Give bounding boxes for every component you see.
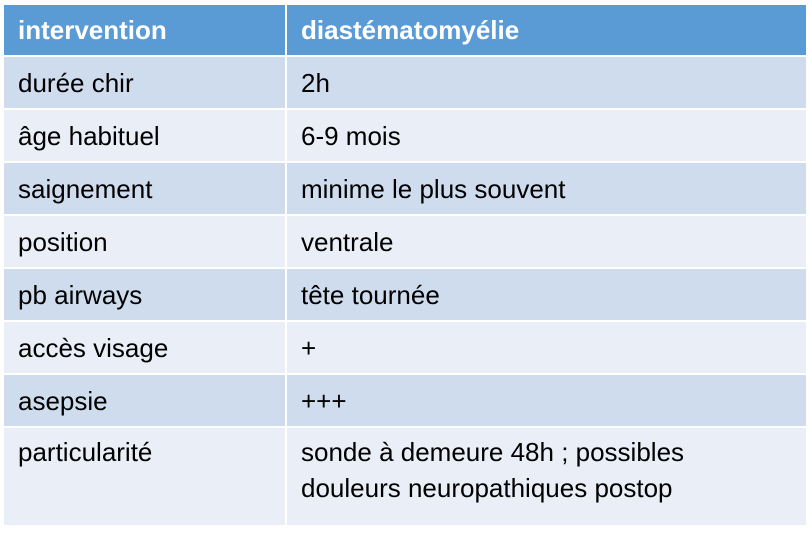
intervention-table (2, 3, 808, 527)
table-row (3, 109, 807, 162)
table-row (3, 162, 807, 215)
row-label: âge habituel (3, 109, 286, 162)
header-cell-intervention: intervention (3, 4, 286, 56)
row-value: 6-9 mois (286, 109, 807, 162)
row-label: saignement (3, 162, 286, 215)
table-row (3, 215, 807, 268)
header-cell-procedure: diastématomyélie (286, 4, 807, 56)
table-row (3, 427, 807, 526)
row-label: asepsie (3, 374, 286, 427)
table-row (3, 321, 807, 374)
row-value: +++ (286, 374, 807, 427)
table-row (3, 268, 807, 321)
row-value: + (286, 321, 807, 374)
row-label: pb airways (3, 268, 286, 321)
row-label: durée chir (3, 56, 286, 109)
table-row (3, 374, 807, 427)
row-value: tête tournée (286, 268, 807, 321)
row-value: ventrale (286, 215, 807, 268)
table-row (3, 56, 807, 109)
table-header-row (3, 4, 807, 56)
row-value: sonde à demeure 48h ; possibles douleurs neuropathiques postop (286, 427, 807, 526)
row-label: position (3, 215, 286, 268)
row-value: minime le plus souvent (286, 162, 807, 215)
row-label: particularité (3, 427, 286, 526)
row-value: 2h (286, 56, 807, 109)
row-label: accès visage (3, 321, 286, 374)
